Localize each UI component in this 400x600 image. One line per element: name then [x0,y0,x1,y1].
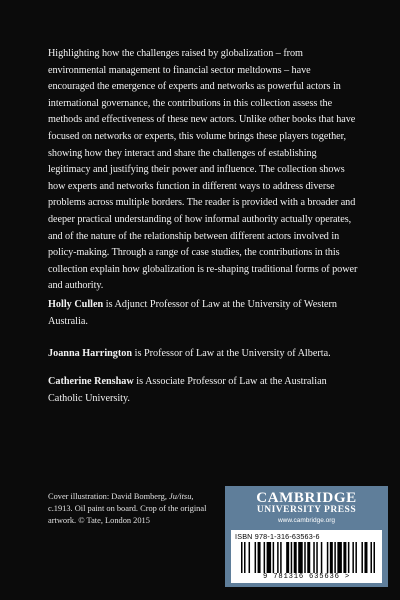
editor-name: Joanna Harrington [48,348,133,359]
isbn-label: ISBN 978-1-316-63563-6 [235,532,320,541]
publisher-block [225,486,388,587]
book-blurb: Highlighting how the challenges raised by globalization – from environmental management to financial sector meltdowns – have encouraged the emergence of experts and networks as powerful actors in international governance, the contributions in this collection assess the methods and effectiveness of these new actors. Unlike other books that have focused on networks or experts, this volume brings these players together, showing how they interact and share the challenges of establishing legitimacy and justifying their power and influence. The collection shows how experts and networks function in different ways to address diverse problems across multiple borders. The reader is provided with a broader and deeper practical understanding of how informal authority actually operates, and of the nature of the relationship between different actors involved in policy-making. Through a range of case studies, the contributions in this collection explain how globalization is re-shaping traditional forms of power and authority. [48,48,358,292]
editor-description: is Adjunct Professor of Law at the University of Western Australia. [48,299,338,327]
barcode-digits: 9 781316 635636 > [263,573,350,581]
cover-illustration-credit [48,491,218,527]
barcode-panel [231,530,382,583]
publisher-url: www.cambridge.org [277,517,336,524]
editor-bio-joanna-harrington [48,346,348,363]
editor-bio-catherine-renshaw [48,374,348,407]
credit-prefix: Cover illustration: David Bomberg, [48,492,170,501]
editor-description: is Associate Professor of Law at the Australian Catholic University. [48,376,327,404]
publisher-name: CAMBRIDGE [256,490,357,506]
credit-suffix: , c.1913. Oil paint on board. Crop of the original artwork. © Tate, London 2015 [48,492,207,525]
editor-name: Catherine Renshaw [48,376,134,387]
publisher-subtitle: UNIVERSITY PRESS [256,505,357,515]
editor-bio-holly-cullen [48,297,348,330]
editor-name: Holly Cullen [48,299,104,310]
editor-description: is Professor of Law at the University of Alberta. [132,348,331,359]
artwork-title: Ju/itsu [169,492,192,501]
barcode-icon [241,542,375,573]
